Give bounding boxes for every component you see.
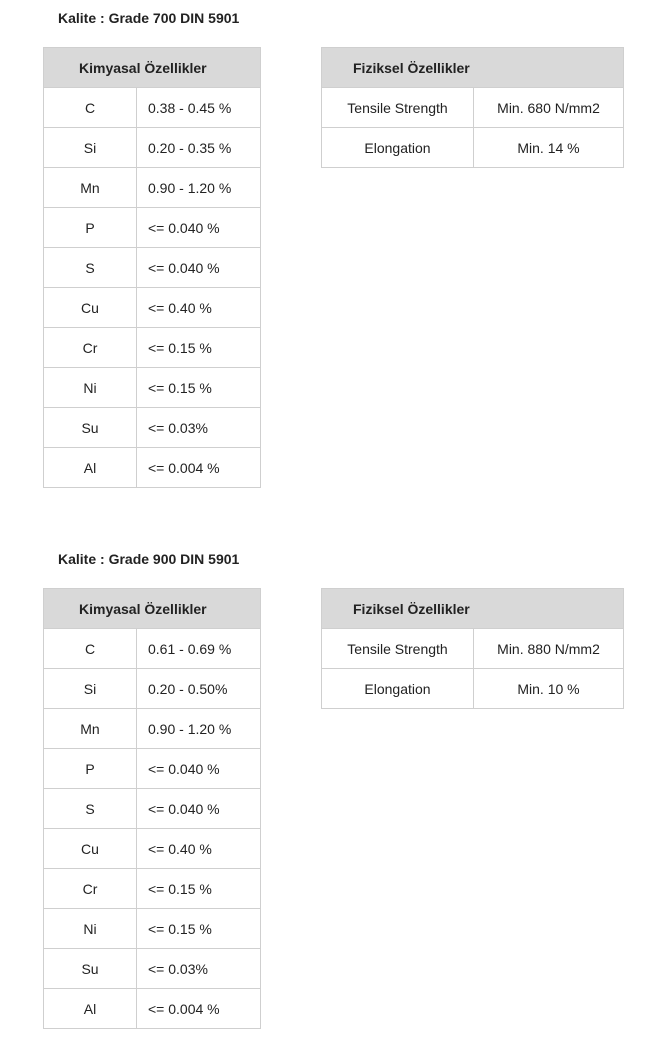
property-cell: Elongation <box>322 128 474 168</box>
value-cell: <= 0.15 % <box>137 368 261 408</box>
value-cell: 0.38 - 0.45 % <box>137 88 261 128</box>
table-row <box>44 408 261 448</box>
table-row <box>44 949 261 989</box>
value-cell: Min. 680 N/mm2 <box>474 88 624 128</box>
table-row <box>44 789 261 829</box>
property-cell: Tensile Strength <box>322 88 474 128</box>
value-cell: <= 0.40 % <box>137 288 261 328</box>
element-cell: Si <box>44 669 137 709</box>
value-cell: <= 0.040 % <box>137 208 261 248</box>
table-row <box>44 669 261 709</box>
chemical-header: Kimyasal Özellikler <box>44 589 261 629</box>
element-cell: Mn <box>44 709 137 749</box>
physical-header: Fiziksel Özellikler <box>322 589 624 629</box>
table-row <box>322 88 624 128</box>
table-row <box>322 669 624 709</box>
chemical-properties-table <box>43 588 261 1029</box>
element-cell: Cu <box>44 288 137 328</box>
table-row <box>44 208 261 248</box>
value-cell: Min. 880 N/mm2 <box>474 629 624 669</box>
element-cell: Cu <box>44 829 137 869</box>
table-row <box>322 128 624 168</box>
table-row <box>44 629 261 669</box>
table-row <box>44 248 261 288</box>
value-cell: <= 0.15 % <box>137 869 261 909</box>
physical-properties-table <box>321 47 624 168</box>
table-row <box>44 368 261 408</box>
table-row <box>44 448 261 488</box>
element-cell: C <box>44 629 137 669</box>
table-row <box>44 128 261 168</box>
grade-section <box>0 0 652 520</box>
value-cell: <= 0.15 % <box>137 328 261 368</box>
physical-header: Fiziksel Özellikler <box>322 48 624 88</box>
table-row <box>44 88 261 128</box>
element-cell: Su <box>44 949 137 989</box>
element-cell: Si <box>44 128 137 168</box>
grade-section <box>0 541 652 1061</box>
table-row <box>44 709 261 749</box>
value-cell: <= 0.004 % <box>137 448 261 488</box>
table-row <box>44 989 261 1029</box>
value-cell: <= 0.004 % <box>137 989 261 1029</box>
element-cell: S <box>44 248 137 288</box>
value-cell: <= 0.40 % <box>137 829 261 869</box>
value-cell: Min. 14 % <box>474 128 624 168</box>
chemical-header: Kimyasal Özellikler <box>44 48 261 88</box>
value-cell: Min. 10 % <box>474 669 624 709</box>
element-cell: Mn <box>44 168 137 208</box>
element-cell: S <box>44 789 137 829</box>
value-cell: 0.61 - 0.69 % <box>137 629 261 669</box>
chemical-properties-table <box>43 47 261 488</box>
element-cell: Al <box>44 448 137 488</box>
section-title: Kalite : Grade 900 DIN 5901 <box>58 551 240 567</box>
value-cell: <= 0.03% <box>137 949 261 989</box>
value-cell: 0.20 - 0.35 % <box>137 128 261 168</box>
element-cell: C <box>44 88 137 128</box>
value-cell: 0.20 - 0.50% <box>137 669 261 709</box>
element-cell: P <box>44 208 137 248</box>
value-cell: 0.90 - 1.20 % <box>137 168 261 208</box>
table-row <box>44 869 261 909</box>
element-cell: Cr <box>44 869 137 909</box>
table-row <box>322 629 624 669</box>
table-row <box>44 829 261 869</box>
table-row <box>44 288 261 328</box>
value-cell: <= 0.040 % <box>137 749 261 789</box>
value-cell: <= 0.040 % <box>137 248 261 288</box>
element-cell: Cr <box>44 328 137 368</box>
section-title: Kalite : Grade 700 DIN 5901 <box>58 10 240 26</box>
value-cell: <= 0.15 % <box>137 909 261 949</box>
value-cell: 0.90 - 1.20 % <box>137 709 261 749</box>
value-cell: <= 0.03% <box>137 408 261 448</box>
property-cell: Elongation <box>322 669 474 709</box>
table-row <box>44 749 261 789</box>
element-cell: Ni <box>44 909 137 949</box>
table-row <box>44 168 261 208</box>
element-cell: Ni <box>44 368 137 408</box>
element-cell: Su <box>44 408 137 448</box>
element-cell: Al <box>44 989 137 1029</box>
physical-properties-table <box>321 588 624 709</box>
table-row <box>44 328 261 368</box>
table-row <box>44 909 261 949</box>
element-cell: P <box>44 749 137 789</box>
property-cell: Tensile Strength <box>322 629 474 669</box>
value-cell: <= 0.040 % <box>137 789 261 829</box>
